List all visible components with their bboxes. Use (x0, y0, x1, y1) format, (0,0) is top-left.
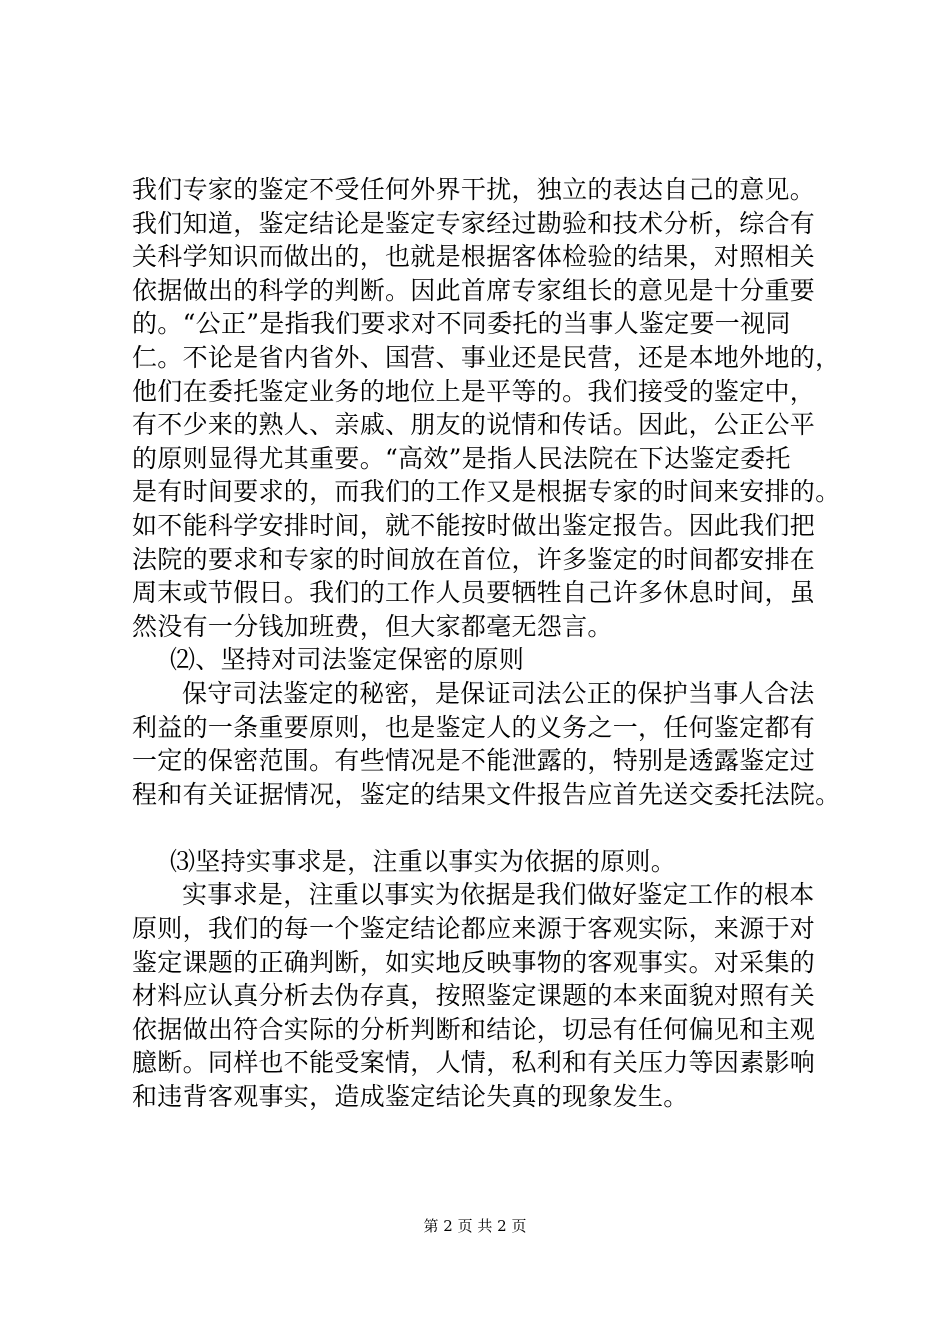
text-line: 的原则显得尤其重要。“高效”是指人民法院在下达鉴定委托 (132, 443, 791, 473)
text-line: 然没有一分钱加班费，但大家都毫无怨言。 (132, 611, 613, 641)
text-line: 仁。不论是省内省外、国营、事业还是民营，还是本地外地的， (132, 342, 841, 372)
text-line: 依据做出符合实际的分析判断和结论，切忌有任何偏见和主观 (132, 1014, 816, 1044)
paragraph-1 (132, 173, 852, 643)
page-footer (0, 1215, 950, 1236)
text-line: 我们专家的鉴定不受任何外界干扰，独立的表达自己的意见。 (132, 175, 816, 204)
blank-line (132, 811, 852, 845)
text-line: 关科学知识而做出的，也就是根据客体检验的结果，对照相关 (132, 242, 816, 272)
text-line: 保守司法鉴定的秘密，是保证司法公正的保护当事人合法 (182, 678, 815, 708)
text-line: 和违背客观事实，造成鉴定结论失真的现象发生。 (132, 1082, 689, 1112)
document-body (132, 173, 852, 1114)
section-heading-2: ⑵、坚持对司法鉴定保密的原则 (170, 645, 525, 675)
paragraph-3 (132, 878, 852, 1113)
text-line: 材料应认真分析去伪存真，按照鉴定课题的本来面貌对照有关 (132, 981, 816, 1011)
paragraph-2 (132, 677, 852, 811)
text-line: 利益的一条重要原则，也是鉴定人的义务之一，任何鉴定都有 (132, 712, 816, 742)
text-line: 实事求是，注重以事实为依据是我们做好鉴定工作的根本 (182, 880, 815, 910)
page-number-label: 第 2 页 共 2 页 (423, 1217, 527, 1235)
text-line: 他们在委托鉴定业务的地位上是平等的。我们接受的鉴定中， (132, 376, 816, 406)
text-line: 鉴定课题的正确判断，如实地反映事物的客观事实。对采集的 (132, 947, 816, 977)
text-line: 臆断。同样也不能受案情，人情，私利和有关压力等因素影响 (132, 1048, 816, 1078)
text-line: 依据做出的科学的判断。因此首席专家组长的意见是十分重要 (132, 275, 816, 305)
text-line: 的。“公正”是指我们要求对不同委托的当事人鉴定要一视同 (132, 309, 791, 339)
text-line: 原则，我们的每一个鉴定结论都应来源于客观实际，来源于对 (132, 914, 816, 944)
text-line: 一定的保密范围。有些情况是不能泄露的，特别是透露鉴定过 (132, 746, 816, 776)
text-line: 如不能科学安排时间，就不能按时做出鉴定报告。因此我们把 (132, 510, 816, 540)
text-line: 程和有关证据情况，鉴定的结果文件报告应首先送交委托法院。 (132, 779, 841, 809)
text-line: 我们知道，鉴定结论是鉴定专家经过勘验和技术分析，综合有 (132, 208, 816, 238)
section-heading-3: ⑶坚持实事求是，注重以事实为依据的原则。 (170, 846, 677, 876)
text-line: 是有时间要求的，而我们的工作又是根据专家的时间来安排的。 (132, 477, 841, 507)
text-line: 周末或节假日。我们的工作人员要牺牲自己许多休息时间，虽 (132, 578, 816, 608)
text-line: 有不少来的熟人、亲戚、朋友的说情和传话。因此，公正公平 (132, 410, 816, 440)
text-line: 法院的要求和专家的时间放在首位，许多鉴定的时间都安排在 (132, 544, 816, 574)
